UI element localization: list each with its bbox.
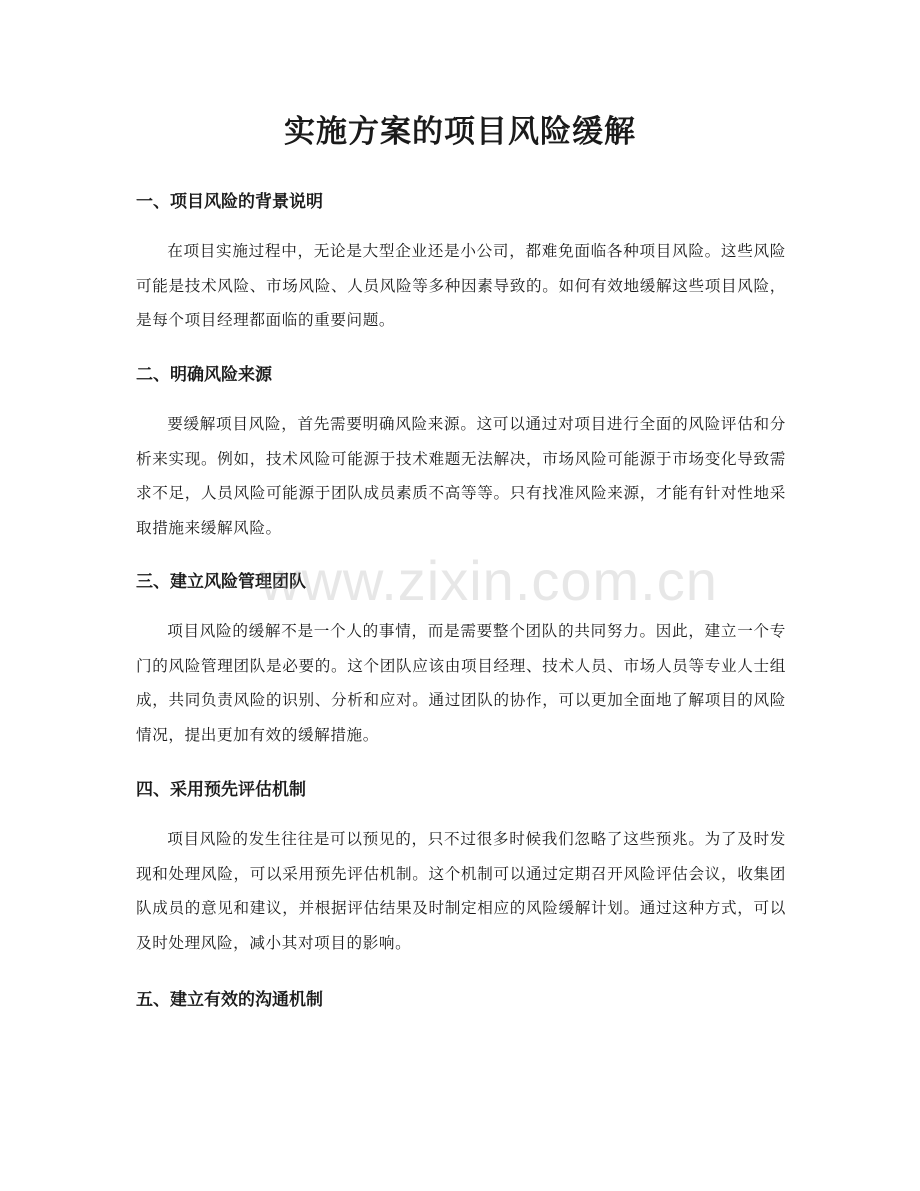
document-title: 实施方案的项目风险缓解 <box>284 114 636 150</box>
section-5 <box>136 988 786 1012</box>
section-heading: 三、建立风险管理团队 <box>136 572 306 592</box>
section-paragraph: 要缓解项目风险，首先需要明确风险来源。这可以通过对项目进行全面的风险评估和分析来实现。例如，技术风险可能源于技术难题无法解决，市场风险可能源于市场变化导致需求不足，人员风险可能源于团队成员素质不高等等。只有找准风险来源，才能有针对性地采取措施来缓解风险。 <box>136 415 786 537</box>
section-heading: 一、项目风险的背景说明 <box>136 192 323 212</box>
section-heading: 四、采用预先评估机制 <box>136 780 306 800</box>
section-1 <box>136 190 786 338</box>
section-3 <box>136 570 786 752</box>
watermark: www.zixin.com.cn <box>260 549 718 612</box>
section-4 <box>136 778 786 960</box>
section-paragraph: 项目风险的发生往往是可以预见的，只不过很多时候我们忽略了这些预兆。为了及时发现和处理风险，可以采用预先评估机制。这个机制可以通过定期召开风险评估会议，收集团队成员的意见和建议，并根据评估结果及时制定相应的风险缓解计划。通过这种方式，可以及时处理风险，减小其对项目的影响。 <box>136 830 786 952</box>
section-2 <box>136 363 786 545</box>
section-paragraph: 项目风险的缓解不是一个人的事情，而是需要整个团队的共同努力。因此，建立一个专门的风险管理团队是必要的。这个团队应该由项目经理、技术人员、市场人员等专业人士组成，共同负责风险的识别、分析和应对。通过团队的协作，可以更加全面地了解项目的风险情况，提出更加有效的缓解措施。 <box>136 622 786 744</box>
section-paragraph: 在项目实施过程中，无论是大型企业还是小公司，都难免面临各种项目风险。这些风险可能是技术风险、市场风险、人员风险等多种因素导致的。如何有效地缓解这些项目风险，是每个项目经理都面临的重要问题。 <box>136 242 786 329</box>
section-heading: 二、明确风险来源 <box>136 365 272 385</box>
section-heading: 五、建立有效的沟通机制 <box>136 990 323 1010</box>
